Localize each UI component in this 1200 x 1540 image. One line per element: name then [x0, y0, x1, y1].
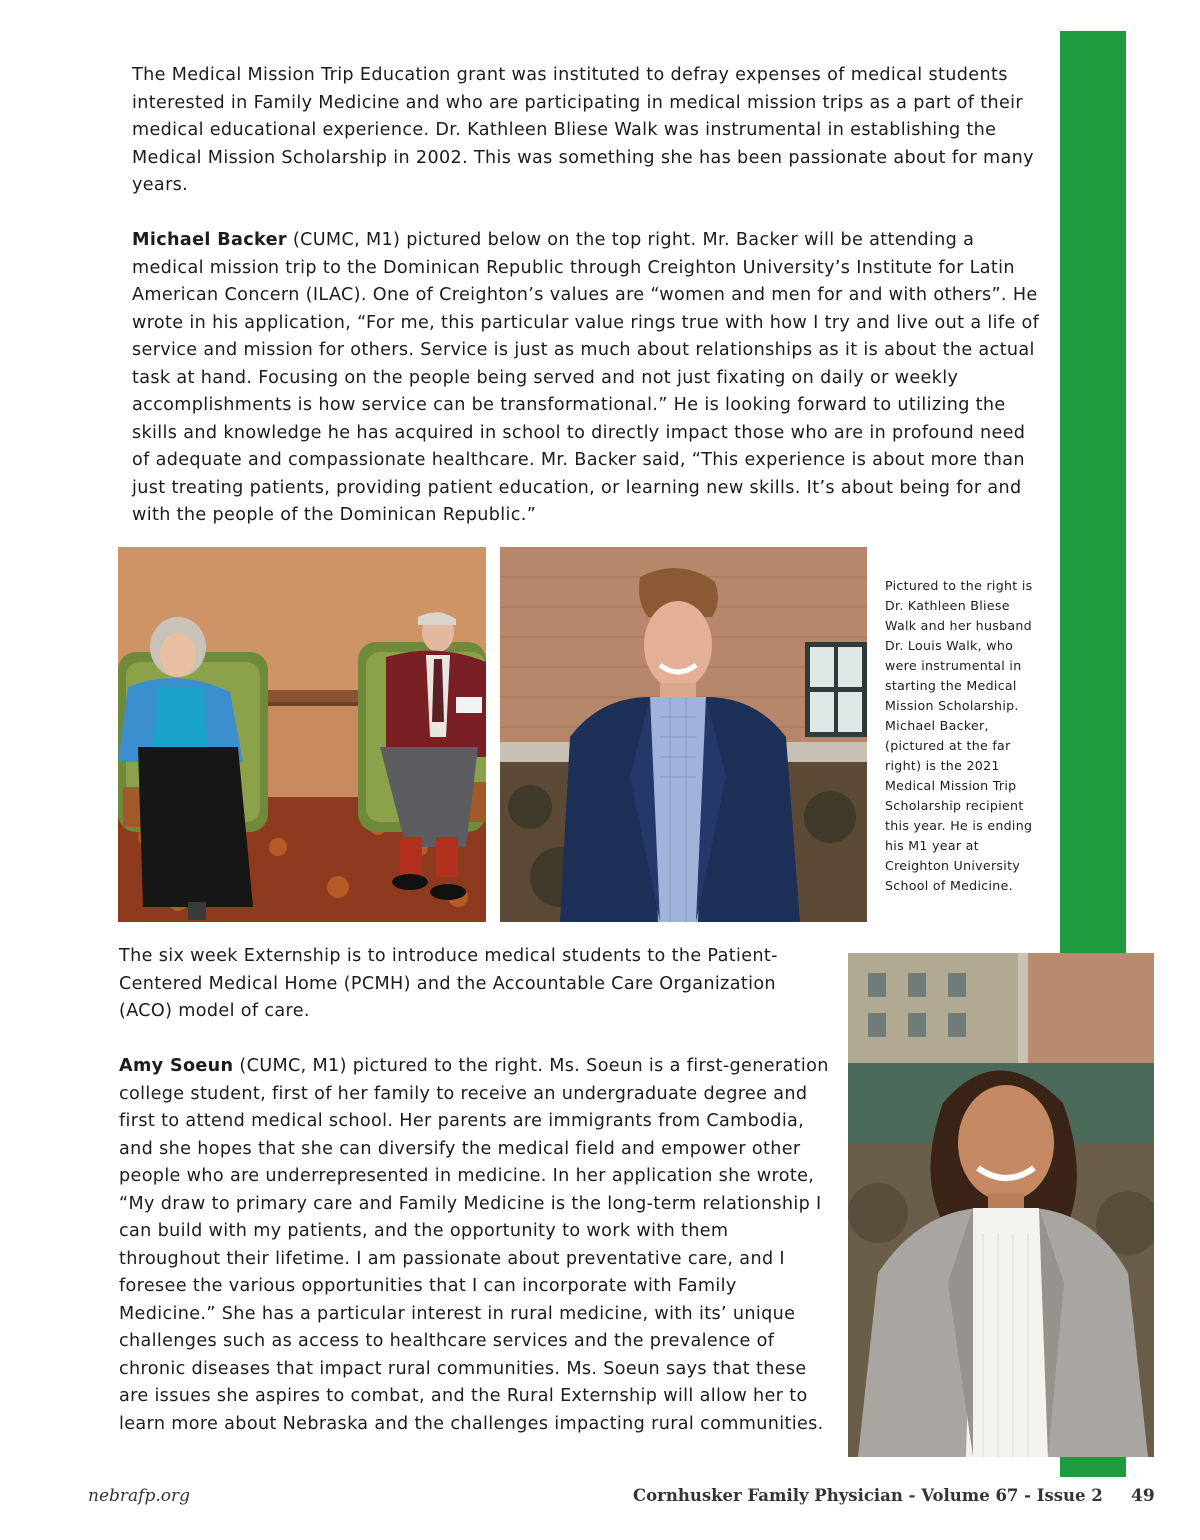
footer-website: nebrafp.org: [88, 1486, 190, 1506]
walks-photo: [118, 547, 486, 922]
backer-name: Michael Backer: [132, 230, 287, 250]
backer-photo: [500, 547, 867, 922]
page-number: 49: [1131, 1486, 1155, 1506]
photo-caption: Pictured to the right is Dr. Kathleen Bliese Walk and her husband Dr. Louis Walk, who were instrumental in starting the Medical Mission Scholarship. Michael Backer, (pictured at the far right) is the 2021 Medical Mission Trip Scholarship recipient this year. He is ending his M1 year at Creighton University School of Medicine.: [885, 578, 1033, 893]
externship-intro-paragraph: The six week Externship is to introduce medical students to the Patient-Centered Medical Home (PCMH) and the Accountable Care Organization (ACO) model of care.: [119, 946, 778, 1021]
grant-intro-paragraph: The Medical Mission Trip Education grant was instituted to defray expenses of medical students interested in Family Medicine and who are participating in medical mission trips as a part of their medical educational experience. Dr. Kathleen Bliese Walk was instrumental in establishing the Medical Mission Scholarship in 2002. This was something she has been passionate about for many years.: [132, 65, 1034, 195]
backer-paragraph: [132, 227, 1042, 530]
soeun-text: (CUMC, M1) pictured to the right. Ms. Soeun is a first-generation college student, first of her family to receive an undergraduate degree and first to attend medical school. Her parents are immigrants from Cambodia, and she hopes that she can diversify the medical field and empower other people who are underrepresented in medicine. In her application she wrote, “My draw to primary care and Family Medicine is the long-term relationship I can build with my patients, and the opportunity to work with them throughout their lifetime. I am passionate about preventative care, and I foresee the various opportunities that I can incorporate with Family Medicine.” She has a particular interest in rural medicine, with its’ unique challenges such as access to healthcare services and the prevalence of chronic diseases that impact rural communities. Ms. Soeun says that these are issues she aspires to combat, and the Rural Externship will allow her to learn more about Nebraska and the challenges impacting rural communities.: [119, 1056, 829, 1434]
footer-publication: Cornhusker Family Physician - Volume 67 - Issue 2: [633, 1486, 1103, 1505]
soeun-name: Amy Soeun: [119, 1056, 234, 1076]
soeun-paragraph: [119, 1053, 831, 1438]
backer-text: (CUMC, M1) pictured below on the top right. Mr. Backer will be attending a medical mission trip to the Dominican Republic through Creighton University’s Institute for Latin American Concern (ILAC). One of Creighton’s values are “women and men for and with others”. He wrote in his application, “For me, this particular value rings true with how I try and live out a life of service and mission for others. Service is just as much about relationships as it is about the actual task at hand. Focusing on the people being served and not just fixating on daily or weekly accomplishments is how service can be transformational.” He is looking forward to utilizing the skills and knowledge he has acquired in school to directly impact those who are in profound need of adequate and compassionate healthcare. Mr. Backer said, “This experience is about more than just treating patients, providing patient education, or learning new skills. It’s about being for and with the people of the Dominican Republic.”: [132, 230, 1040, 525]
soeun-photo: [848, 953, 1154, 1457]
